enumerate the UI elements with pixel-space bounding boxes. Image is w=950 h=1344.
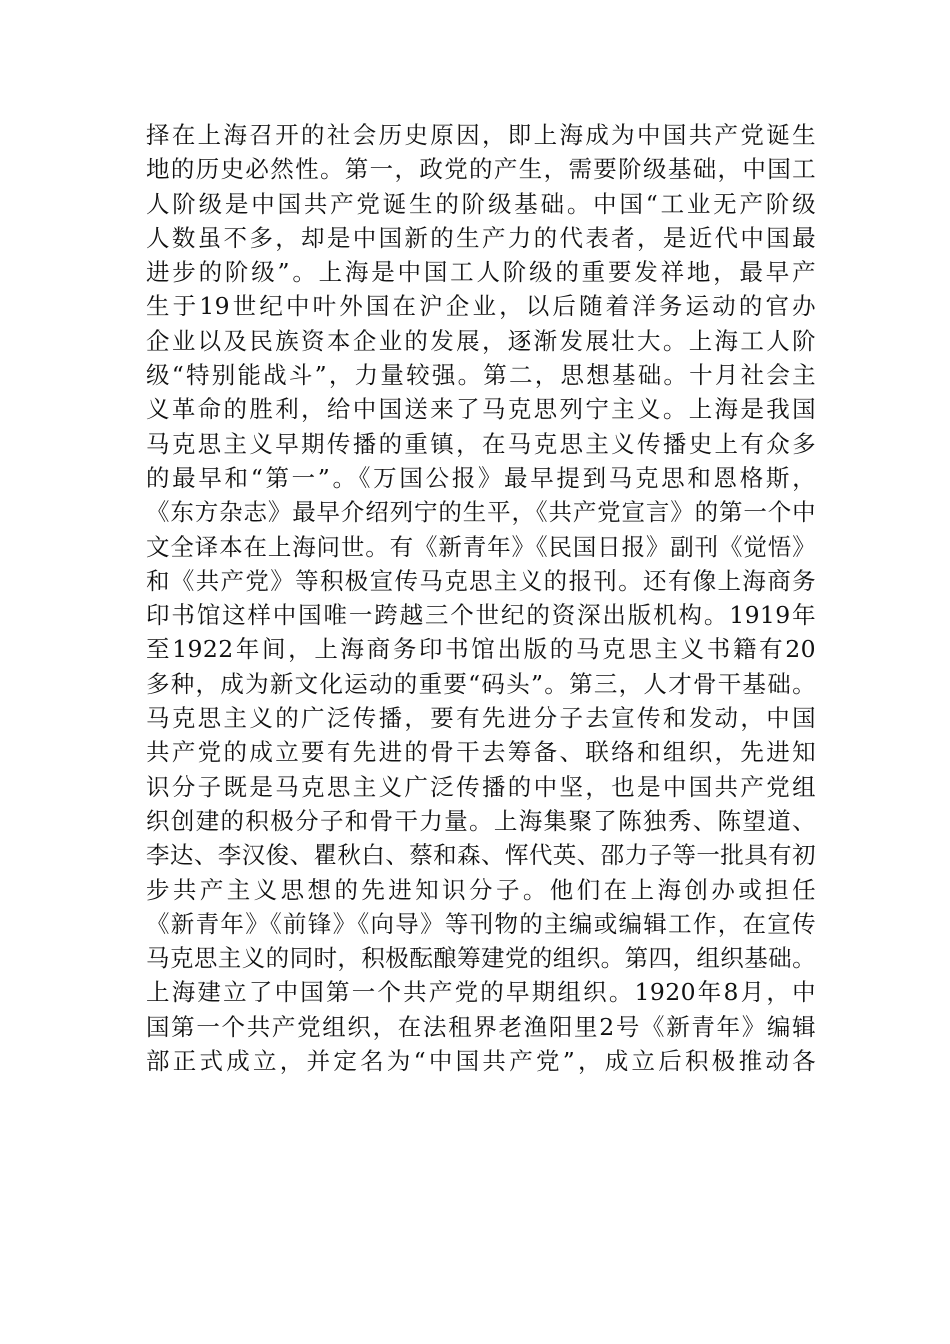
text-line: 李达、李汉俊、瞿秋白、蔡和森、恽代英、邵力子等一批具有初 bbox=[146, 841, 816, 870]
text-line: 义革命的胜利，给中国送来了马克思列宁主义。上海是我国 bbox=[146, 395, 816, 424]
text-line: 进步的阶级”。上海是中国工人阶级的重要发祥地，最早产 bbox=[146, 258, 816, 287]
text-line: 步共产主义思想的先进知识分子。他们在上海创办或担任 bbox=[146, 875, 816, 904]
text-line: 织创建的积极分子和骨干力量。上海集聚了陈独秀、陈望道、 bbox=[146, 806, 816, 835]
text-line: 上海建立了中国第一个共产党的早期组织。1920年8月，中 bbox=[146, 978, 816, 1007]
text-line: 和《共产党》等积极宣传马克思主义的报刊。还有像上海商务 bbox=[146, 566, 816, 595]
body-paragraph bbox=[146, 118, 816, 1078]
text-line: 人数虽不多，却是中国新的生产力的代表者，是近代中国最 bbox=[146, 223, 816, 252]
text-line: 《东方杂志》最早介绍列宁的生平，《共产党宣言》的第一个中 bbox=[146, 498, 816, 527]
text-line: 国第一个共产党组织，在法租界老渔阳里2号《新青年》编辑 bbox=[146, 1012, 816, 1041]
text-line: 多种，成为新文化运动的重要“码头”。第三，人才骨干基础。 bbox=[146, 669, 816, 698]
text-line: 马克思主义早期传播的重镇，在马克思主义传播史上有众多 bbox=[146, 429, 816, 458]
text-line: 的最早和“第一”。《万国公报》最早提到马克思和恩格斯， bbox=[146, 463, 816, 492]
text-line: 级“特别能战斗”，力量较强。第二，思想基础。十月社会主 bbox=[146, 361, 816, 390]
text-line: 识分子既是马克思主义广泛传播的中坚，也是中国共产党组 bbox=[146, 772, 816, 801]
text-line: 生于19世纪中叶外国在沪企业，以后随着洋务运动的官办 bbox=[146, 292, 816, 321]
text-line: 企业以及民族资本企业的发展，逐渐发展壮大。上海工人阶 bbox=[146, 326, 816, 355]
text-line: 共产党的成立要有先进的骨干去筹备、联络和组织，先进知 bbox=[146, 738, 816, 767]
text-line: 印书馆这样中国唯一跨越三个世纪的资深出版机构。1919年 bbox=[146, 601, 816, 630]
text-line: 马克思主义的广泛传播，要有先进分子去宣传和发动，中国 bbox=[146, 704, 816, 733]
text-line: 择在上海召开的社会历史原因，即上海成为中国共产党诞生 bbox=[146, 121, 816, 149]
text-line: 《新青年》《前锋》《向导》等刊物的主编或编辑工作，在宣传 bbox=[146, 909, 816, 938]
text-line: 至1922年间，上海商务印书馆出版的马克思主义书籍有20 bbox=[146, 635, 816, 664]
text-line: 地的历史必然性。第一，政党的产生，需要阶级基础，中国工 bbox=[146, 155, 816, 184]
text-line: 文全译本在上海问世。有《新青年》《民国日报》副刊《觉悟》 bbox=[146, 532, 816, 561]
text-line: 部正式成立，并定名为“中国共产党”，成立后积极推动各 bbox=[146, 1047, 816, 1076]
text-line: 马克思主义的同时，积极酝酿筹建党的组织。第四，组织基础。 bbox=[146, 944, 816, 973]
text-line: 人阶级是中国共产党诞生的阶级基础。中国“工业无产阶级 bbox=[146, 189, 816, 218]
